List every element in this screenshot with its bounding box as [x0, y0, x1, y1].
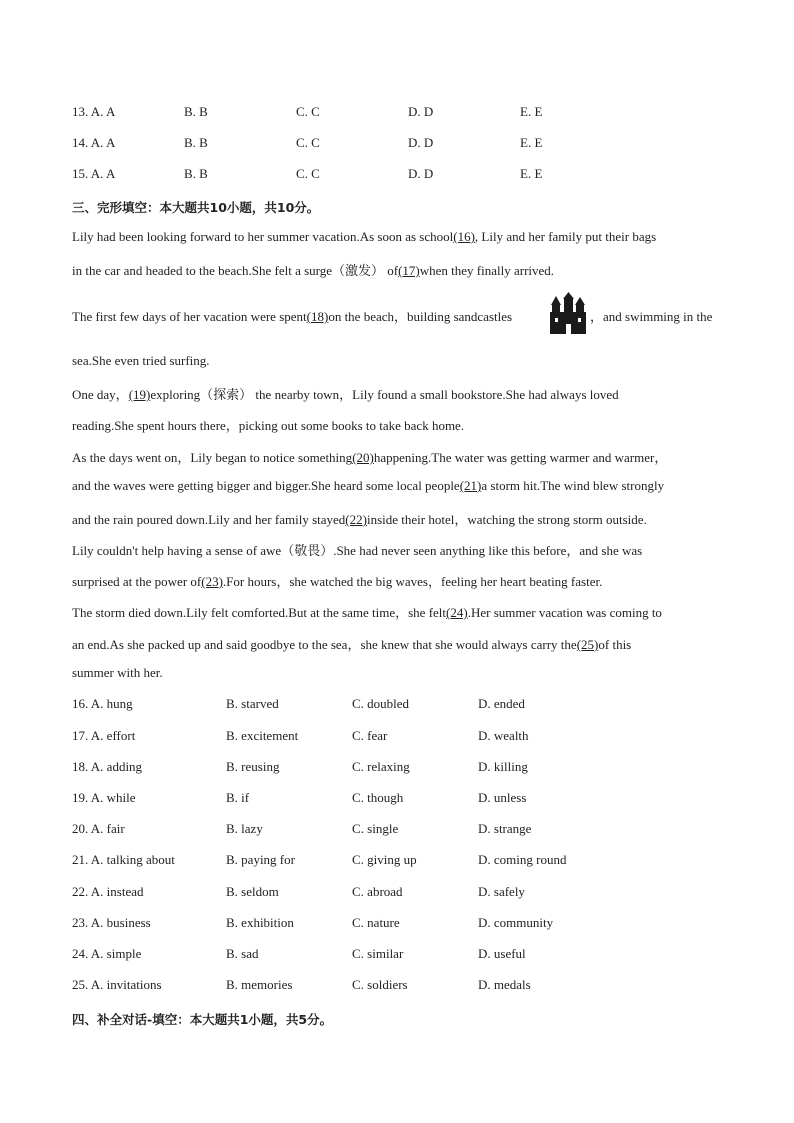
- option-b: B. lazy: [226, 821, 263, 836]
- option-b: B. sad: [226, 946, 259, 961]
- option-a: 20. A. fair: [72, 821, 125, 836]
- option-c: C. fear: [352, 728, 388, 743]
- option-c: C. abroad: [352, 884, 403, 899]
- option-a: 16. A. hung: [72, 696, 133, 711]
- passage-line: [72, 260, 554, 279]
- option-b: B. B: [184, 104, 208, 119]
- option-d: D. killing: [478, 759, 528, 774]
- passage-text: Lily had been looking forward to her summer vacation.As soon as school: [72, 229, 454, 244]
- option-e: E. E: [520, 135, 543, 150]
- option-d: D. D: [408, 104, 434, 119]
- blank-18: (18): [306, 309, 329, 324]
- blank-21: (21): [459, 478, 482, 493]
- option-c: C. C: [296, 135, 320, 150]
- option-b: B. reusing: [226, 759, 280, 774]
- option-b: B. memories: [226, 977, 293, 992]
- option-e: E. E: [520, 166, 543, 181]
- option-a: 22. A. instead: [72, 884, 144, 899]
- passage-text: The storm died down.Lily felt comforted.But at the same time，she felt: [72, 605, 447, 620]
- passage-text: surprised at the power of: [72, 574, 202, 589]
- passage-line: [72, 509, 647, 528]
- passage-line: [72, 602, 662, 621]
- passage-text: exploring（探索） the nearby town，Lily found a small bookstore.She had always loved: [150, 387, 619, 402]
- passage-line: reading.She spent hours there，picking out some books to take back home.: [72, 418, 465, 433]
- blank-22: (22): [345, 512, 367, 527]
- blank-17: (17): [398, 263, 420, 278]
- option-b: B. B: [184, 166, 208, 181]
- option-a: 14. A. A: [72, 135, 116, 150]
- option-a: 17. A. effort: [72, 728, 136, 743]
- option-a: 19. A. while: [72, 790, 136, 805]
- option-a: 21. A. talking about: [72, 852, 175, 867]
- passage-text: inside their hotel，watching the strong storm outside.: [366, 512, 647, 527]
- option-c: C. soldiers: [352, 977, 408, 992]
- passage-line: sea.She even tried surfing.: [72, 353, 210, 368]
- option-b: B. paying for: [226, 852, 295, 867]
- passage-line: [72, 447, 667, 466]
- option-d: D. D: [408, 166, 434, 181]
- blank-25: (25): [576, 637, 599, 652]
- option-b: B. starved: [226, 696, 279, 711]
- option-a: 18. A. adding: [72, 759, 143, 774]
- passage-line: [72, 306, 512, 325]
- option-a: 13. A. A: [72, 104, 116, 119]
- passage-line: summer with her.: [72, 665, 163, 680]
- option-c: C. though: [352, 790, 404, 805]
- passage-line: [72, 229, 656, 245]
- option-d: D. useful: [478, 946, 526, 961]
- option-a: 25. A. invitations: [72, 977, 162, 992]
- option-d: D. ended: [478, 696, 525, 711]
- option-a: 23. A. business: [72, 915, 151, 930]
- option-e: E. E: [520, 104, 543, 119]
- option-d: D. safely: [478, 884, 525, 899]
- passage-line: [72, 634, 631, 653]
- passage-text: in the car and headed to the beach.She felt a surge（激发） of: [72, 263, 399, 278]
- option-a: 24. A. simple: [72, 946, 142, 961]
- blank-20: (20): [352, 450, 374, 465]
- option-d: D. strange: [478, 821, 532, 836]
- option-c: C. C: [296, 104, 320, 119]
- section-3-title: 三、完形填空：本大题共10小题，共10分。: [72, 200, 320, 215]
- option-c: C. similar: [352, 946, 404, 961]
- passage-text: .For hours，she watched the big waves，feeling her heart beating faster.: [222, 574, 603, 589]
- option-c: C. giving up: [352, 852, 417, 867]
- section-4-title: 四、补全对话-填空：本大题共1小题，共5分。: [72, 1012, 333, 1027]
- option-b: B. if: [226, 790, 250, 805]
- passage-text: when they finally arrived.: [419, 263, 555, 278]
- passage-text: As the days went on，Lily began to notice something: [72, 450, 353, 465]
- passage-text: , Lily and her family put their bags: [474, 229, 657, 244]
- option-a: 15. A. A: [72, 166, 116, 181]
- option-c: C. relaxing: [352, 759, 410, 774]
- option-b: B. B: [184, 135, 208, 150]
- sandcastle-icon: [548, 292, 588, 340]
- option-c: C. C: [296, 166, 320, 181]
- option-d: D. community: [478, 915, 554, 930]
- option-d: D. D: [408, 135, 434, 150]
- option-d: D. coming round: [478, 852, 567, 867]
- blank-24: (24): [446, 605, 468, 620]
- blank-16: (16): [453, 229, 475, 244]
- passage-line: [72, 478, 664, 494]
- passage-line: [72, 384, 619, 403]
- option-c: C. nature: [352, 915, 400, 930]
- option-d: D. unless: [478, 790, 527, 805]
- passage-text: of this: [598, 637, 632, 652]
- passage-line: [72, 571, 602, 590]
- passage-text: One day，: [72, 387, 129, 402]
- option-d: D. medals: [478, 977, 531, 992]
- passage-text: .Her summer vacation was coming to: [467, 605, 662, 620]
- passage-line: Lily couldn't help having a sense of awe（敬畏）.She had never seen anything like this before，and she was: [72, 543, 643, 558]
- passage-text: a storm hit.The wind blew strongly: [481, 478, 665, 493]
- passage-text: and the waves were getting bigger and bigger.She heard some local people: [72, 478, 460, 493]
- passage-text: happening.The water was getting warmer and warmer，: [373, 450, 668, 465]
- blank-19: (19): [128, 387, 151, 402]
- passage-text: ，and swimming in the: [590, 309, 713, 324]
- passage-text: and the rain poured down.Lily and her family stayed: [72, 512, 346, 527]
- passage-text: on the beach，building sandcastles: [328, 309, 513, 324]
- passage-text: an end.As she packed up and said goodbye to the sea，she knew that she would always carry the: [72, 637, 577, 652]
- option-b: B. seldom: [226, 884, 279, 899]
- option-c: C. doubled: [352, 696, 410, 711]
- option-b: B. exhibition: [226, 915, 294, 930]
- option-d: D. wealth: [478, 728, 529, 743]
- option-c: C. single: [352, 821, 399, 836]
- passage-text: The first few days of her vacation were spent: [72, 309, 307, 324]
- blank-23: (23): [201, 574, 223, 589]
- option-b: B. excitement: [226, 728, 299, 743]
